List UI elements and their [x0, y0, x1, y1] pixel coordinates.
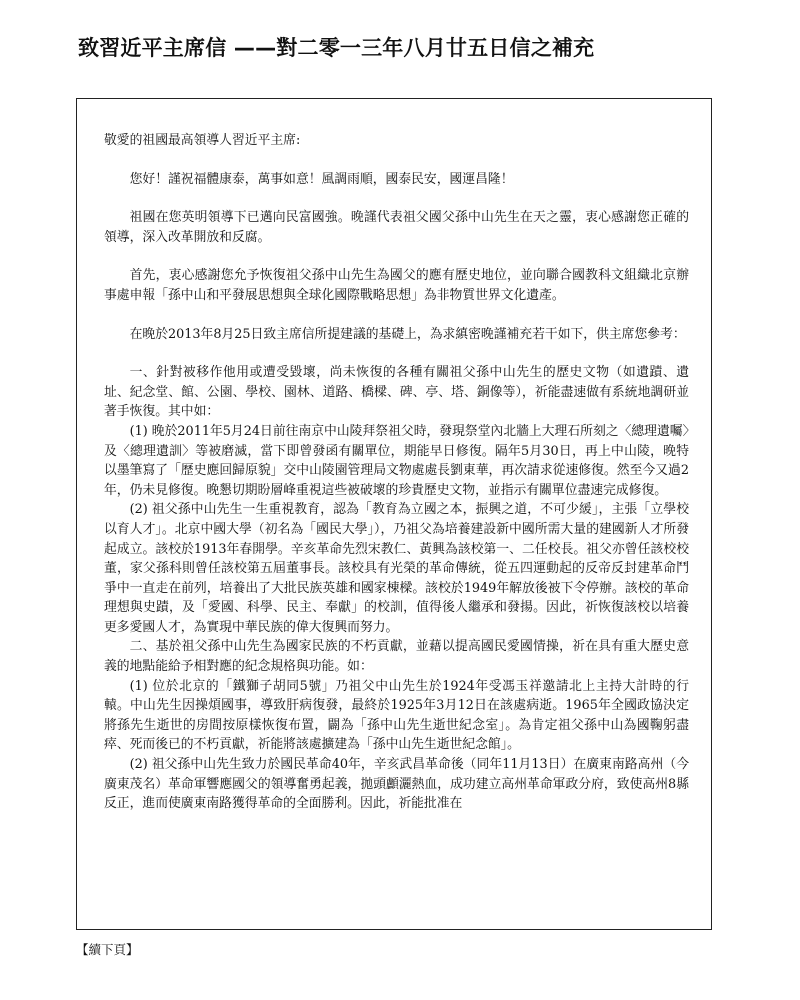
page-title: 致習近平主席信 ——對二零一三年八月廿五日信之補充: [78, 36, 595, 60]
paragraph-thanks: 祖國在您英明領導下已邁向民富國強。晚謹代表祖父國父孫中山先生在天之靈，衷心感謝您正確的領導，深入改革開放和反腐。: [104, 210, 689, 245]
section-one-item-2: (2) 祖父孫中山先生一生重視教育，認為「教育為立國之本，振興之道，不可少緩」，主張「立學校以育人才」。北京中國大學（初名為「國民大學」），乃祖父為培養建設新中國所需大量的建國新人才所發起成立。該校於1913年春開學。辛亥革命先烈宋教仁、黃興為該校第一、二任校長。祖父亦曾任該校校董，家父孫科則曾任該校第五屆董事長。該校具有光榮的革命傳統，從五四運動起的反帝反封建革命鬥爭中一直走在前列，培養出了大批民族英雄和國家棟樑。該校於1949年解放後被下令停辦。該校的革命理想與史蹟，及「愛國、科學、民主、奉獻」的校訓，值得後人繼承和發揚。因此，祈恢復該校以培養更多愛國人才，為實現中華民族的偉大復興而努力。: [104, 502, 689, 635]
section-one-item-1: (1) 晚於2011年5月24日前往南京中山陵拜祭祖父時，發現祭堂內北牆上大理石所刻之〈總理遺囑〉及〈總理遺訓〉等被磨滅，當下即曾發函有關單位，期能早日修復。隔年5月30日，再上中山陵，晚特以墨筆寫了「歷史應回歸原貌」交中山陵園管理局文物處處長劉東華，再次請求從速修復。然至今又過2年，仍未見修復。晚懇切期盼層峰重視這些被破壞的珍貴歷史文物，並指示有關單位盡速完成修復。: [104, 423, 689, 498]
section-two-item-1: (1) 位於北京的「鐵獅子胡同5號」乃祖父中山先生於1924年受馮玉祥邀請北上主持大計時的行轅。中山先生因操煩國事，導致肝病復發，最終於1925年3月12日在該處病逝。1965年全國政協決定將孫先生逝世的房間按原樣恢復布置，闢為「孫中山先生逝世紀念室」。為肯定祖父孫中山為國鞠躬盡瘁、死而後已的不朽貢獻，祈能將該處擴建為「孫中山先生逝世紀念館」。: [104, 678, 689, 753]
continued-note: 【續下頁】: [76, 942, 139, 957]
letter-frame: [76, 98, 712, 930]
paragraph-greeting: 您好！謹祝福體康泰，萬事如意！風調雨順，國泰民安，國運昌隆！: [129, 171, 514, 187]
section-two-heading: 二、基於祖父孫中山先生為國家民族的不朽貢獻，並藉以提高國民愛國情操，祈在具有重大歷史意義的地點能給予相對應的紀念規格與功能。如：: [104, 639, 689, 675]
paragraph-reference: 在晚於2013年8月25日致主席信所提建議的基礎上，為求縝密晚謹補充若干如下，供主席您參考：: [129, 326, 686, 342]
section-one-heading: 一、針對被移作他用或遭受毀壞，尚未恢復的各種有關祖父孫中山先生的歷史文物（如遺蹟、遺址、紀念堂、館、公園、學校、園林、道路、橋樑、碑、亭、塔、銅像等），祈能盡速做有系統地調研並著手恢復。其中如：: [104, 365, 689, 420]
paragraph-heritage: 首先，衷心感謝您允予恢復祖父孫中山先生為國父的應有歷史地位，並向聯合國教科文組織北京辦事處申報「孫中山和平發展思想與全球化國際戰略思想」為非物質世界文化遺產。: [104, 268, 689, 303]
salutation: 敬愛的祖國最高領導人習近平主席:: [104, 133, 301, 148]
section-two-item-2: (2) 祖父孫中山先生致力於國民革命40年，辛亥武昌革命後（同年11月13日）在廣東南路高州（今廣東茂名）革命軍響應國父的領導奮勇起義，拋頭顱灑熱血，成功建立高州革命軍政分府，致使高州8縣反正，進而使廣東南路獲得革命的全面勝利。因此，祈能批准在: [104, 757, 689, 812]
letter-body: [104, 131, 689, 814]
